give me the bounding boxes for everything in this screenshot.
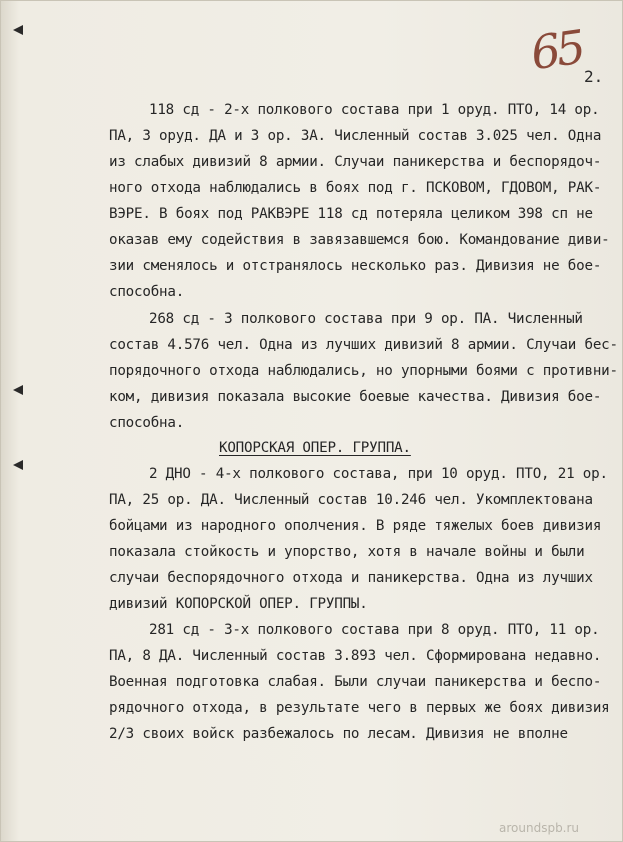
text-line: ПА, 8 ДА. Численный состав 3.893 чел. Сформирована недавно.: [109, 648, 602, 664]
text-line: способна.: [109, 284, 185, 300]
hole-punch-mark: [13, 460, 23, 470]
text-line: ВЭРЕ. В боях под РАКВЭРЕ 118 сд потеряла целиком 398 сп не: [109, 206, 593, 222]
text-line: ПА, 3 оруд. ДА и 3 ор. ЗА. Численный состав 3.025 чел. Одна: [109, 128, 602, 144]
text-line: показала стойкость и упорство, хотя в начале войны и были: [109, 544, 585, 560]
section-heading: КОПОРСКАЯ ОПЕР. ГРУППА.: [219, 440, 411, 456]
text-line: оказав ему содействия в завязавшемся бою. Командование диви-: [109, 232, 610, 248]
text-line: 2/3 своих войск разбежалось по лесам. Дивизия не вполне: [109, 726, 568, 742]
handwritten-folio-number: 65: [527, 19, 586, 81]
hole-punch-mark: [13, 25, 23, 35]
text-line: ПА, 25 ор. ДА. Численный состав 10.246 чел. Укомплектована: [109, 492, 593, 508]
text-line: случаи беспорядочного отхода и паникерства. Одна из лучших: [109, 570, 593, 586]
text-line: Военная подготовка слабая. Были случаи паникерства и беспо-: [109, 674, 602, 690]
page-number: 2.: [584, 67, 604, 86]
hole-punch-mark: [13, 385, 23, 395]
text-line: 281 сд - 3-х полкового состава при 8 оруд. ПТО, 11 ор.: [149, 622, 600, 638]
text-line: 2 ДНО - 4-х полкового состава, при 10 оруд. ПТО, 21 ор.: [149, 466, 608, 482]
text-line: бойцами из народного ополчения. В ряде тяжелых боев дивизия: [109, 518, 602, 534]
text-line: дивизий КОПОРСКОЙ ОПЕР. ГРУППЫ.: [109, 596, 368, 612]
text-line: состав 4.576 чел. Одна из лучших дивизий 8 армии. Случаи бес-: [109, 337, 618, 353]
text-line: из слабых дивизий 8 армии. Случаи паникерства и беспорядоч-: [109, 154, 602, 170]
text-line: рядочного отхода, в результате чего в первых же боях дивизия: [109, 700, 610, 716]
text-line: порядочного отхода наблюдались, но упорными боями с противни-: [109, 363, 618, 379]
text-line: способна.: [109, 415, 185, 431]
text-line: ком, дивизия показала высокие боевые качества. Дивизия бое-: [109, 389, 602, 405]
text-line: зии сменялось и отстранялось несколько раз. Дивизия не бое-: [109, 258, 602, 274]
text-line: 118 сд - 2-х полкового состава при 1 оруд. ПТО, 14 ор.: [149, 102, 600, 118]
text-line: 268 сд - 3 полкового состава при 9 ор. ПА. Численный: [149, 311, 583, 327]
site-watermark: aroundspb.ru: [499, 821, 580, 835]
text-line: ного отхода наблюдались в боях под г. ПСКОВОМ, ГДОВОМ, РАК-: [109, 180, 602, 196]
